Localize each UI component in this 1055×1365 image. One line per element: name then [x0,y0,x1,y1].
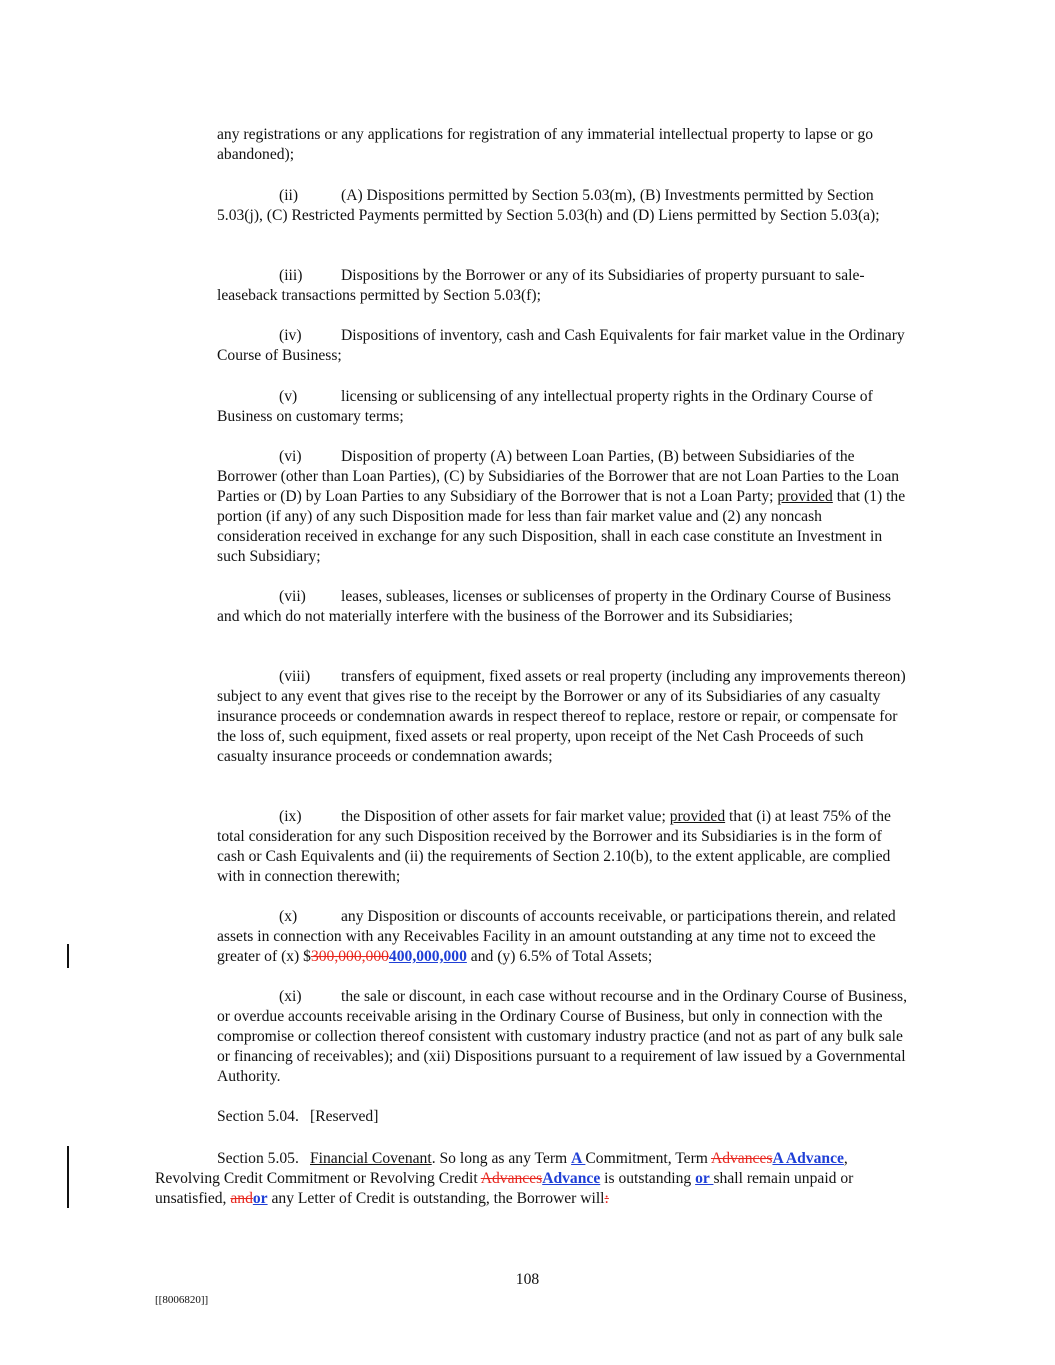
section-title: [Reserved] [310,1108,379,1125]
clause-number: (iii) [279,267,303,284]
inserted-text: A [571,1150,586,1167]
clause-iii [217,266,907,306]
clause-text: Dispositions of inventory, cash and Cash Equivalents for fair market value in the Ordinary Course of Business; [217,327,905,364]
inserted-text: or [695,1170,714,1187]
section-text: , Revolving Credit Commitment or Revolving Credit [155,1150,848,1187]
clause-text: the Disposition of other assets for fair market value; [341,808,670,825]
section-text: Commitment, Term [585,1150,711,1167]
inserted-amount: 400,000,000 [388,948,467,965]
section-504 [217,1107,907,1127]
change-bar [67,944,69,968]
section-text: shall remain unpaid or unsatisfied, [155,1170,854,1207]
deleted-text: and [230,1190,253,1207]
deleted-amount: 300,000,000 [310,948,389,965]
inserted-text: Advance [542,1170,601,1187]
provided-term: provided [669,808,726,825]
section-text: . So long as any Term [431,1150,572,1167]
clause-number: (vi) [279,448,302,465]
provided-term: provided [777,488,833,505]
clause-number: (viii) [279,668,311,685]
inserted-text: or [252,1190,268,1207]
clause-iv [217,326,907,366]
section-number: Section 5.04. [217,1108,299,1125]
change-bar [67,1146,69,1208]
continuation-text: any registrations or any applications for registration of any immaterial intellectual property to lapse or go abandoned); [217,126,874,163]
deleted-text: Advances [480,1170,543,1187]
clause-number: (x) [279,908,298,925]
clause-v [217,387,907,427]
clause-text: leases, subleases, licenses or sublicenses of property in the Ordinary Course of Business and which do not materially interfere with the business of the Borrower and its Subsidiaries; [217,588,891,625]
clause-ix [217,807,907,887]
clause-text: Dispositions by the Borrower or any of its Subsidiaries of property pursuant to sale-leaseback transactions permitted by Section 5.03(f); [217,267,865,304]
clause-text: any Disposition or discounts of accounts receivable, or participations therein, and related assets in connection with any Receivables Facility in an amount outstanding at any time not to exceed the greater of (x) $ [217,908,896,965]
section-text: is outstanding [600,1170,696,1187]
clause-ii [217,186,907,226]
clause-text: licensing or sublicensing of any intellectual property rights in the Ordinary Course of Business on customary terms; [217,388,873,425]
inserted-text: A Advance [772,1150,844,1167]
clause-number: (v) [279,388,298,405]
clause-number: (iv) [279,327,302,344]
deleted-text: Advances [710,1150,773,1167]
clause-number: (xi) [279,988,302,1005]
clause-number: (ix) [279,808,302,825]
page-number: 108 [515,1271,540,1288]
clause-x [217,907,907,967]
clause-vi [217,447,907,567]
clause-xi [217,987,907,1087]
document-id: [[8006820]] [155,1294,209,1306]
section-title: Financial Covenant [310,1150,432,1167]
section-text: any Letter of Credit is outstanding, the Borrower will [267,1190,605,1207]
clause-text: (A) Dispositions permitted by Section 5.03(m), (B) Investments permitted by Section 5.03(j), (C) Restricted Payments permitted by Section 5.03(h) and (D) Liens permitted by Section 5.03(a); [217,187,880,224]
section-number: Section 5.05. [217,1150,299,1167]
clause-vii [217,587,907,627]
clause-text: transfers of equipment, fixed assets or real property (including any improvements thereon) subject to any event that gives rise to the receipt by the Borrower or any of its Subsidiaries of any casualty insurance proceeds or condemnation awards in respect thereof to replace, restore or repair, or compensate for the loss of, such equipment, fixed assets or real property, upon receipt of the Net Cash Proceeds of such casualty insurance proceeds or condemnation awards; [217,668,906,765]
clause-text-continued: that (i) at least 75% of the total consideration for any such Disposition received by the Borrower and its Subsidiaries is in the form of cash or Cash Equivalents and (ii) the requirements of Section 2.10(b), to the extent applicable, are complied with in connection therewith; [217,808,891,885]
section-505 [155,1149,907,1209]
clause-text: the sale or discount, in each case without recourse and in the Ordinary Course of Business, or overdue accounts receivable arising in the Ordinary Course of Business, but only in connection with the compromise or collection thereof consistent with customary industry practice (and not as part of any bulk sale or financing of receivables); and (xii) Dispositions pursuant to a requirement of law issued by a Governmental Authority. [217,988,907,1085]
clause-text-continued: that (1) the portion (if any) of any such Disposition made for less than fair market value and (2) any noncash consideration received in exchange for any such Disposition, shall in each case constitute an Investment in such Subsidiary; [217,488,906,565]
clause-viii [217,667,907,767]
clause-text: Disposition of property (A) between Loan Parties, (B) between Subsidiaries of the Borrower (other than Loan Parties), (C) by Subsidiaries of the Borrower that are not Loan Parties to the Loan Parties or (D) by Loan Parties to any Subsidiary of the Borrower that is not a Loan Party; [217,448,900,505]
deleted-text: : [604,1190,609,1207]
clause-text-continued: and (y) 6.5% of Total Assets; [466,948,653,965]
clause-number: (ii) [279,187,299,204]
clause-number: (vii) [279,588,306,605]
